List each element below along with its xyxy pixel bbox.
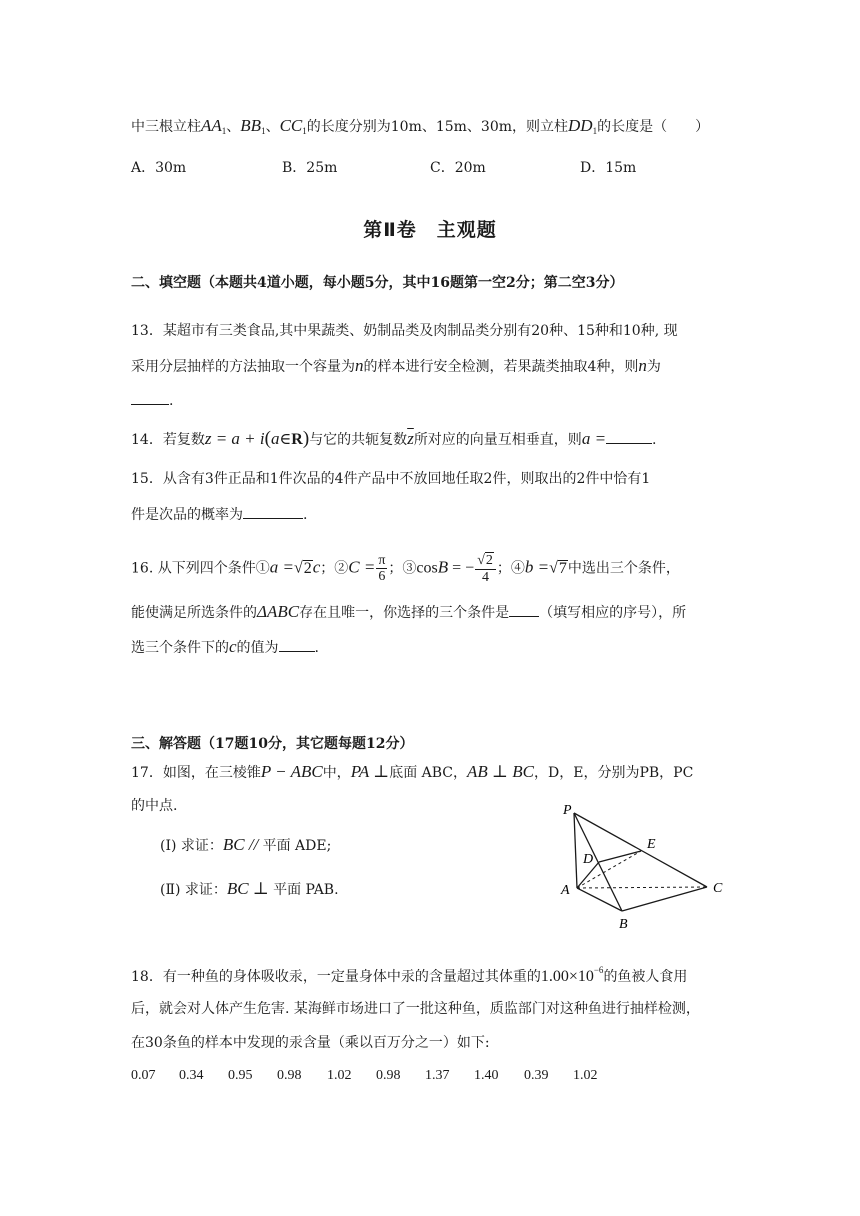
- q12-option-a: A．30m: [131, 160, 187, 176]
- q13-var-n: n: [638, 356, 647, 375]
- q13-line2: 采用分层抽样的方法抽取一个容量为n的样本进行安全检测，若果蔬类抽取4种，则n为: [131, 356, 661, 375]
- q12-option-c: C．20m: [430, 160, 486, 176]
- q18-value: 1.02: [327, 1068, 352, 1083]
- q18-value: 0.98: [376, 1068, 401, 1083]
- q13-line3: .: [131, 390, 173, 411]
- q18-value: 0.98: [277, 1068, 302, 1083]
- q18-value: 1.40: [474, 1068, 499, 1083]
- q12-cc1: $CC_1$: [279, 116, 307, 136]
- q18-value: 1.02: [573, 1068, 598, 1083]
- q18-line1: 18．有一种鱼的身体吸收汞，一定量身体中汞的含量超过其体重的$1.00\times 10^{-6}$的鱼被人食用: [131, 965, 688, 985]
- q16-blank-2: [279, 637, 315, 652]
- q17-pyramid-figure: [555, 798, 735, 933]
- q16-line2: 能使满足所选条件的ΔABC存在且唯一，你选择的三个条件是 （填写相应的序号），所: [131, 602, 687, 621]
- fig-label-e: E: [647, 837, 656, 852]
- q12-sep: 、: [226, 119, 241, 135]
- q15-answer-blank: [243, 504, 303, 519]
- q17-part1: (Ⅰ) 求证：BC // 平面 ADE;: [160, 835, 332, 854]
- q17-line1: 17．如图，在三棱锥P − ABC中，PA ⊥底面 ABC，AB ⊥ BC，D，E，分别为PB，PC: [131, 762, 694, 781]
- q13-line1: 13．某超市有三类食品,其中果蔬类、奶制品类及肉制品类分别有20种、15种和10种, 现: [131, 323, 678, 339]
- q14-stem: 14．若复数z = a + i(a∈R)与它的共轭复数$\overline{z}$所对应的向量互相垂直，则a = .: [131, 428, 657, 449]
- q12-sep: 、: [265, 119, 280, 135]
- q15-line2: 件是次品的概率为 .: [131, 504, 307, 525]
- q16-blank-1: [509, 602, 539, 617]
- q13-answer-blank: [131, 390, 169, 405]
- q14-answer-blank: [606, 429, 652, 444]
- q18-value: 0.39: [524, 1068, 549, 1083]
- section2-title: 二、填空题（本题共4道小题，每小题5分，其中16题第一空2分；第二空3分）: [131, 275, 624, 291]
- q16-line3: 选三个条件下的c的值为 .: [131, 637, 319, 656]
- q17-part2: (Ⅱ) 求证：BC ⊥ 平面 PAB.: [160, 879, 339, 898]
- q15-line1: 15．从含有3件正品和1件次品的4件产品中不放回地任取2件，则取出的2件中恰有1: [131, 471, 651, 487]
- fig-label-d: D: [583, 852, 594, 867]
- q18-line3: 在30条鱼的样本中发现的汞含量（乘以百万分之一）如下:: [131, 1035, 490, 1051]
- q12-option-b: B．25m: [282, 160, 338, 176]
- q18-value: 1.37: [425, 1068, 450, 1083]
- q12-text: 的长度是（ ）: [597, 119, 710, 135]
- q18-value: 0.95: [228, 1068, 253, 1083]
- q17-line2: 的中点.: [131, 798, 178, 814]
- q18-value: 0.34: [179, 1068, 204, 1083]
- q13-var-n: n: [355, 356, 364, 375]
- q16-line1: 16. 从下列四个条件①a =√2c；②C = $\frac{\pi}{6}$ ；③cosB = − $\frac{√2}{4}$ ；④b =√7中选出三个条件，: [131, 553, 680, 585]
- fig-label-p: P: [563, 803, 572, 818]
- q12-stem: [131, 116, 709, 141]
- section3-title: 三、解答题（17题10分，其它题每题12分）: [131, 736, 414, 752]
- fig-label-c: C: [713, 881, 723, 896]
- q12-dd1: $DD_1$: [568, 116, 598, 136]
- q14-expr: z = a + i: [204, 429, 265, 448]
- fig-label-a: A: [561, 883, 570, 898]
- q12-text: 中三根立柱: [131, 119, 201, 135]
- part2-title: 第Ⅱ卷 主观题: [363, 219, 497, 241]
- q12-bb1: $BB_1$: [240, 116, 266, 136]
- q12-text: 的长度分别为10m、15m、30m，则立柱: [306, 119, 569, 135]
- q12-aa1: $AA_1$: [201, 116, 227, 136]
- q12-option-d: D．15m: [580, 160, 637, 176]
- fig-label-b: B: [619, 917, 628, 932]
- q14-zbar: $\overline{z}$: [407, 429, 414, 448]
- q18-line2: 后，就会对人体产生危害. 某海鲜市场进口了一批这种鱼，质监部门对这种鱼进行抽样检测，: [131, 1001, 700, 1017]
- q18-value: 0.07: [131, 1068, 156, 1083]
